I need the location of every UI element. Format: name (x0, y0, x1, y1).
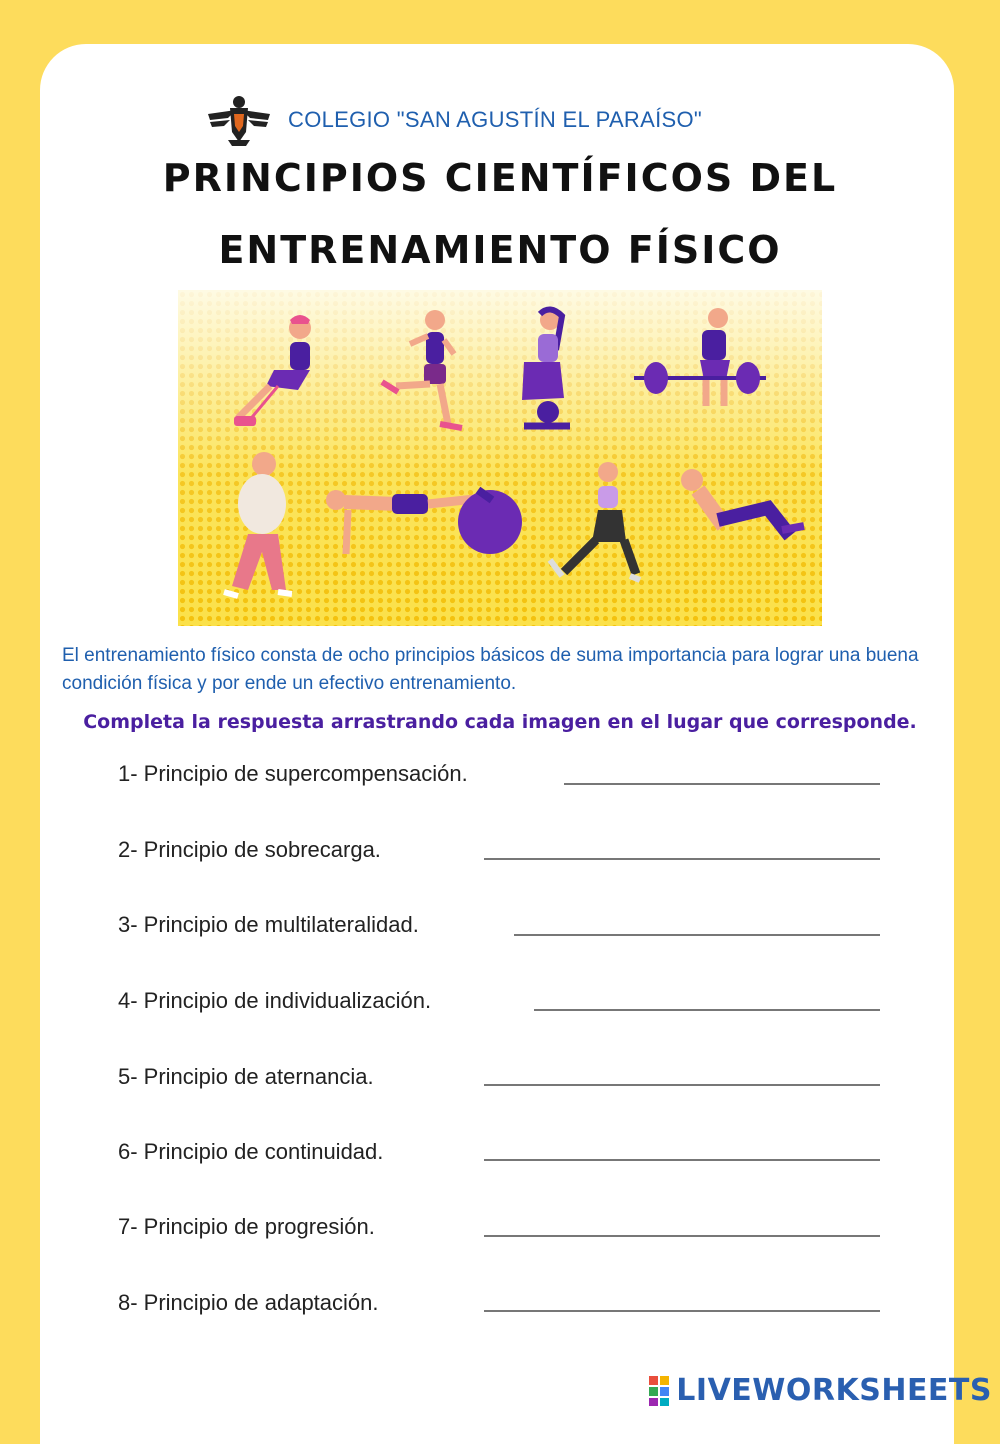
principle-item-3: 3- Principio de multilateralidad. (118, 912, 419, 937)
page-title-line2: ENTRENAMIENTO FÍSICO (218, 228, 782, 272)
intro-paragraph: El entrenamiento físico consta de ocho principios básicos de suma importancia para lograr una buena condición física y por ende un efectivo entrenamiento. (62, 645, 919, 694)
answer-drop-zone-7[interactable] (484, 1235, 880, 1237)
page-title-line1: PRINCIPIOS CIENTÍFICOS DEL (162, 156, 838, 200)
principle-item-6: 6- Principio de continuidad. (118, 1139, 384, 1164)
principle-item-4: 4- Principio de individualización. (118, 988, 432, 1013)
answer-drop-zone-3[interactable] (514, 934, 880, 936)
answer-drop-zone-1[interactable] (564, 783, 880, 785)
answer-drop-zone-2[interactable] (484, 858, 880, 860)
principle-item-5: 5- Principio de aternancia. (118, 1064, 374, 1089)
principle-item-2: 2- Principio de sobrecarga. (118, 837, 381, 862)
eagle-crest-icon (206, 92, 272, 148)
principle-item-1: 1- Principio de supercompensación. (118, 761, 468, 786)
answer-drop-zone-4[interactable] (534, 1009, 880, 1011)
brand-name: LIVEWORKSHEETS (676, 1373, 992, 1408)
principle-item-8: 8- Principio de adaptación. (118, 1290, 379, 1315)
school-header (206, 92, 702, 148)
liveworksheets-blocks-icon (648, 1375, 670, 1407)
exercise-illustration (178, 290, 822, 626)
instruction-text: Completa la respuesta arrastrando cada imagen en el lugar que corresponde. (83, 711, 917, 733)
answer-drop-zone-8[interactable] (484, 1310, 880, 1312)
liveworksheets-logo (648, 1373, 992, 1408)
principle-item-7: 7- Principio de progresión. (118, 1214, 375, 1239)
answer-drop-zone-5[interactable] (484, 1084, 880, 1086)
answer-drop-zone-6[interactable] (484, 1159, 880, 1161)
school-name: COLEGIO "SAN AGUSTÍN EL PARAÍSO" (288, 107, 702, 132)
